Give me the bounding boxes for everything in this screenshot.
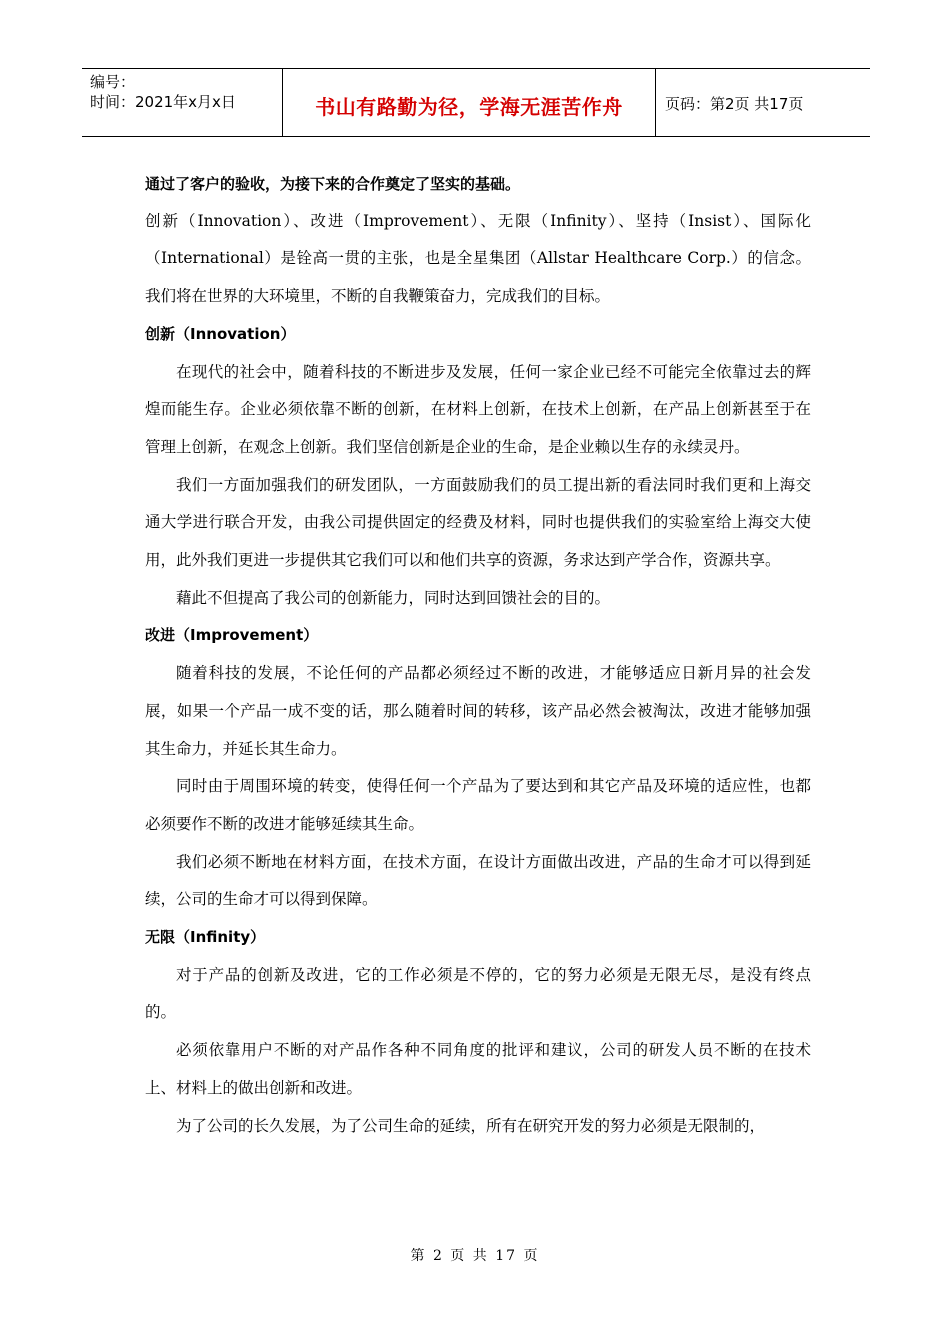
paragraph: 创新（Innovation）、改进（Improvement）、无限（Infinity）、坚持（Insist）、国际化（International）是铨高一贯的主张，也是全星集团（Allstar Healthcare Corp.）的信念。我们将在世界的大环境里，不断的自我鞭策奋力，完成我们的目标。 — [145, 211, 812, 306]
paragraph: 通过了客户的验收，为接下来的合作奠定了坚实的基础。 — [145, 175, 521, 193]
paragraph: 在现代的社会中，随着科技的不断进步及发展，任何一家企业已经不可能完全依靠过去的辉煌而能生存。企业必须依靠不断的创新，在材料上创新，在技术上创新，在产品上创新甚至于在管理上创新，在观念上创新。我们坚信创新是企业的生命，是企业赖以生存的永续灵丹。 — [145, 362, 811, 456]
paragraph: 我们必须不断地在材料方面，在技术方面，在设计方面做出改进，产品的生命才可以得到延续，公司的生命才可以得到保障。 — [145, 852, 811, 909]
paragraph: 为了公司的长久发展，为了公司生命的延续，所有在研究开发的努力必须是无限制的， — [176, 1116, 766, 1135]
page-footer: 第 2 页 共 17 页 — [410, 1248, 540, 1264]
page-header — [82, 68, 870, 137]
section-heading-innovation: 创新（Innovation） — [145, 324, 296, 343]
paragraph: 随着科技的发展，不论任何的产品都必须经过不断的改进，才能够适应日新月异的社会发展，如果一个产品一成不变的话，那么随着时间的转移，该产品必然会被淘汰，改进才能够加强其生命力，并延长其生命力。 — [145, 664, 811, 758]
document-number-label: 编号： — [90, 73, 136, 91]
header-motto: 书山有路勤为径，学海无涯苦作舟 — [315, 95, 623, 119]
header-meta — [90, 72, 236, 112]
section-heading-improvement: 改进（Improvement） — [145, 626, 319, 645]
header-page-number: 页码：第2页 共17页 — [665, 95, 804, 113]
paragraph: 藉此不但提高了我公司的创新能力，同时达到回馈社会的目的。 — [176, 588, 611, 607]
paragraph: 我们一方面加强我们的研发团队，一方面鼓励我们的员工提出新的看法同时我们更和上海交通大学进行联合开发，由我公司提供固定的经费及材料，同时也提供我们的实验室给上海交大使用，此外我们更进一步提供其它我们可以和他们共享的资源，务求达到产学合作，资源共享。 — [145, 475, 811, 570]
document-body — [145, 166, 811, 1145]
document-date-label: 时间：2021年x月x日 — [90, 93, 236, 111]
section-heading-infinity: 无限（Infinity） — [145, 928, 266, 947]
paragraph: 对于产品的创新及改进，它的工作必须是不停的，它的努力必须是无限无尽，是没有终点的。 — [145, 965, 811, 1022]
paragraph: 必须依靠用户不断的对产品作各种不同角度的批评和建议，公司的研发人员不断的在技术上、材料上的做出创新和改进。 — [145, 1041, 811, 1097]
paragraph: 同时由于周围环境的转变，使得任何一个产品为了要达到和其它产品及环境的适应性，也都必须要作不断的改进才能够延续其生命。 — [145, 777, 811, 833]
